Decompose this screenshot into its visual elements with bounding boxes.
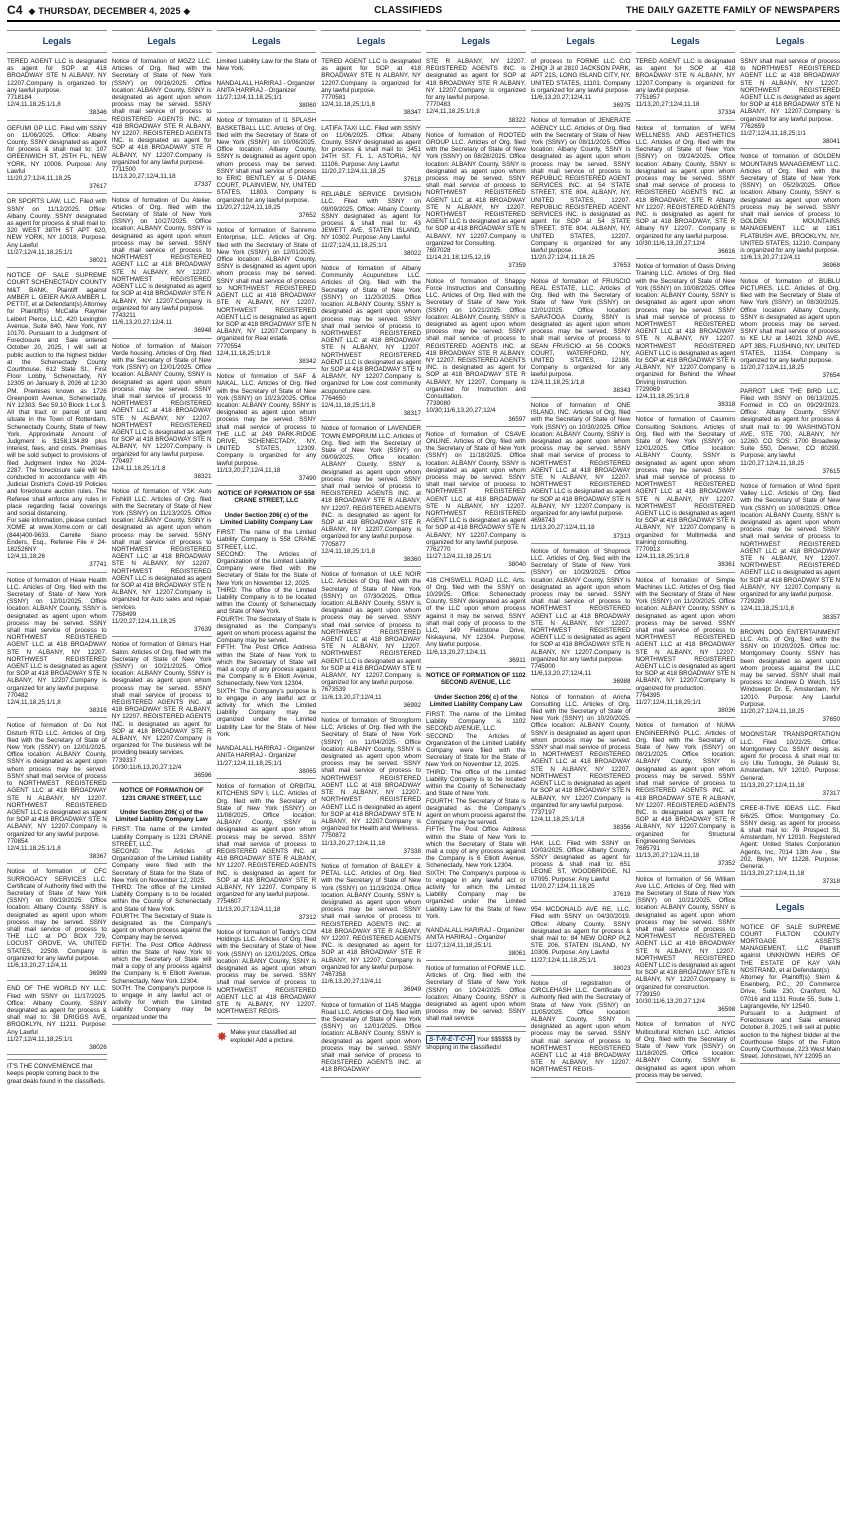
legal-notice	[321, 425, 421, 567]
legal-notice	[740, 153, 840, 273]
legal-notice	[531, 980, 631, 1078]
legal-notice	[740, 388, 840, 479]
notice-text: Notice of formation of Gilma's Hair Salon. Articles of Org. filed with the Secretary of State of New York (SSNY) on 10/21/2025. Office location: ALBANY County, SSNY is designated as agent upon whom process may be served. SSNY shall mail service of process to REGISTERED AGENTS INC. at 418 BROADWAY STE R ALBANY, NY 12207. REGISTERED AGENTS INC. is designated as agent for SOP at 418 BROADWAY STE R ALBANY, NY 12207.Company is organized for The business will be providing beauty services. 7739337 10/30;11/6,13,20,27;12/4	[111, 641, 212, 771]
legal-notice	[636, 876, 736, 1018]
notice-ad-number: 36616	[717, 248, 736, 256]
picture-promo-box	[217, 1029, 317, 1043]
notice-text: Notice of formation of ULE NOIR LLC. Articles of Org. filed with the Secretary of State of New York (SSNY) on 07/30/2025. Office location: ALBANY County, SSNY is designated as agent upon whom process may be served. SSNY shall mail service of process to NORTHWEST REGISTERED AGENT LLC at 418 BROADWAY STE N ALBANY, NY 12207. NORTHWEST REGISTERED AGENT LLC is designated as agent for SOP at 418 BROADWAY STE N ALBANY, NY 12207.Company is organized for any lawful purpose. 7673539 11/6,13,20,27;12/4,11	[321, 571, 421, 701]
notice-ad-number: 37359	[508, 262, 526, 270]
legal-notice	[740, 278, 840, 384]
notice-text: Notice of formation of ORBITAL KITCHENS SPV I, LLC. Articles of Org. filed with the Secretary of State of New York (SSNY) on 11/08/2025. Office location: ALBANY County, SSNY is designated as agent upon whom process may be served. SSNY shall mail service of process to REGISTERED AGENTS INC. at 418 BROADWAY STE R ALBANY, NY 12207. REGISTERED AGENTS INC. is designated as agent for SOP at 418 BROADWAY STE R ALBANY, NY 12207. Company is organized for any lawful purpose. 7754607 11/13,20,27;12/4,11,18	[216, 783, 317, 913]
section-title: CLASSIFIEDS	[374, 4, 443, 16]
legals-column	[636, 30, 736, 1514]
notice-title: NOTICE OF FORMATION OF 1231 CRANE STREET, LLC Under Section 206( c) of the Limited Liability Company Law	[115, 787, 208, 824]
notice-text: NOTICE OF SALE SUPREME COURT SCHENECTADY COUNTY M&T BANK, Plaintiff against AMBER L. GEIER A/K/A AMBER L. PETTIT, et al Defendant(s) Attorney for Plaintiff(s) McCalla Raymer Leibert Pierce, LLC, 420 Lexington Avenue, Suite 840, New York, NY 10170. Pursuant to a Judgment of Foreclosure and Sale entered October 20, 2025, I will sell at public auction to the highest bidder at the Schenectady County Courthouse, 612 State St., First Floor Lobby, Schenectady, NY 12305 on January 8, 2026 at 12:30 PM. Premises known as 1726 Greenpoint Avenue, Schenectady, NY 12303. Sec 59.10 Block 1 Lot 3. All that tract or parcel of land situate in the Town of Rotterdam, Schenectady County, State of New York. Approximate Amount of Judgment is $158,134.89 plus interest, fees, and costs. Premises will be sold subject to provisions of filed Judgment Index No 2024-2287. The foreclosure sale will be conducted in accordance with 4th Judicial District's Covid-19 Policies and foreclosure auction rules. The Referee shall enforce any rules in place regarding facial coverings and social distancing. For sale information, please contact XOME at www.Xome.com or call (844)400-9633. Camille Siano Enders, Esq., Referee File # 24-182526NY 12/4,11,18,26	[7, 272, 107, 561]
notice-text: 416 CHISWELL ROAD LLC. Arts. of Org. filed with the SSNY on 10/29/25. Office: Schenectady County. SSNY designated as agent of the LLC upon whom process against it may be served. SSNY shall mail copy of process to the LLC, 149 Fieldstone Drive, Niskayuna, NY 12304. Purpose: Any lawful purpose. 11/6,13,20,27;12/4,11	[426, 576, 526, 656]
notice-text: TERED AGENT LLC is designated as agent for SOP at 418 BROADWAY STE N ALBANY, NY 12207.Company is organized for any lawful purpose. 7718184 12/4,11,18,25;1/1,8	[7, 58, 107, 109]
notice-text: Notice of formation of ROOTED GROUP LLC. Articles of Org. filed with the Secretary of State of New York (SSNY) on 08/28/2025. Office location: ALBANY County, SSNY is designated as agent upon whom process may be served. SSNY shall mail service of process to NORTHWEST REGISTERED AGENT LLC at 418 BROADWAY STE N ALBANY, NY 12207. NORTHWEST REGISTERED AGENT LLC is designated as agent for SOP at 418 BROADWAY STE N ALBANY, NY 12207.Company is organized for Consulting. 7697028 11/14,21,18;12/5,12,19	[426, 131, 526, 262]
notice-ad-number: 38321	[193, 473, 212, 481]
notice-ad-number: 38023	[612, 964, 631, 972]
notice-text: Notice of formation of NYC Multicultural Kitchen LLC. Articles of Org. filed with the Secretary of State of New York (SSNY) on 11/18/2025. Office location: ALBANY County, SSNY is designated as agent upon whom process may be served.	[635, 1021, 737, 1079]
legal-notice	[636, 263, 736, 412]
legal-notice	[636, 58, 736, 121]
legals-heading: Legals	[636, 30, 736, 53]
legal-notice	[112, 787, 212, 1025]
legal-notice	[217, 929, 317, 1019]
notice-ad-number: 36992	[403, 701, 421, 709]
convenience-promo: IT'S THE CONVENIENCE that keeps people coming back to the great deals found in the classifieds.	[7, 1059, 107, 1085]
notice-ad-number: 36911	[508, 656, 526, 664]
legal-notice	[426, 672, 526, 961]
legal-notice	[112, 58, 212, 193]
notice-ad-number: 37490	[298, 474, 317, 482]
notice-text: Notice of formation of 56 William Ave LLC. Articles of Org. filed with the Secretary of State of New York (SSNY) on 10/21/2025. Office location: ALBANY County, SSNY is designated as agent upon whom process may be served. SSNY shall mail service of process to NORTHWEST REGISTERED AGENT LLC at 418 BROADWAY STE N ALBANY, NY 12207. NORTHWEST REGISTERED AGENT LLC is designated as agent for SOP at 418 BROADWAY STE N ALBANY, NY 12207.Company is organized for construction. 7739150 10/30;11/6,13,20,27;12/4	[635, 875, 736, 1005]
legal-notice	[426, 278, 526, 427]
legal-notice	[112, 641, 212, 783]
notice-text: Notice of formation of Oasis Driving Training LLC. Articles of Org. filed with the Secretary of State of New York (SSNY) on 10/08/2025. Office location: ALBANY County, SSNY is designated as agent upon whom process may be served. SSNY shall mail service of process to NORTHWEST REGISTERED AGENT LLC at 418 BROADWAY STE N ALBANY, NY 12207. NORTHWEST REGISTERED AGENT LLC is designated as agent for SOP at 418 BROADWAY STE N ALBANY, NY 12207.Company is organized for Behind the Wheel Driving Instruction. 7729069 12/4,11,18,25;1/1,8	[635, 263, 736, 400]
legals-column	[426, 30, 526, 1514]
legal-notice	[7, 722, 107, 864]
notice-ad-number: 38356	[612, 824, 631, 832]
notice-ad-number: 37313	[612, 532, 631, 540]
notice-ad-number: 38361	[717, 561, 736, 569]
notice-ad-number: 38041	[822, 138, 840, 146]
notice-text: Notice of formation of Wind Spirit Valley LLC. Articles of Org. filed with the Secretary of State of New York (SSNY) on 10/08/2025. Office location: ALBANY County, SSNY is designated as agent upon whom process may be served. SSNY shall mail service of process to NORTHWEST REGISTERED AGENT LLC at 418 BROADWAY STE N ALBANY, NY 12207. NORTHWEST REGISTERED AGENT LLC is designated as agent for SOP at 418 BROADWAY STE N ALBANY, NY 12207.Company is organized for any lawful purpose. 7729289 12/4,11,18,25;1/1,8	[740, 482, 840, 613]
legal-notice	[7, 868, 107, 981]
notice-ad-number: 36948	[193, 327, 212, 335]
notice-ad-number: 38022	[403, 249, 421, 257]
legals-column	[531, 30, 631, 1514]
stretch-promo	[426, 1031, 526, 1051]
notice-text: of process to FORME LLC C/O ZHIQI JI at 2810 JACKSON PARK, APT 21S, LONG ISLAND CITY, NY, UNITED STATES, 11101. Company is organized for any lawful purpose. 11/6,13,20,27;12/4,11	[530, 58, 631, 102]
notice-ad-number: 38061	[508, 949, 526, 957]
legal-notice	[426, 132, 526, 274]
legal-notice	[7, 125, 107, 195]
notice-text: DR SPORTS LAW, LLC. Filed with SSNY on 11/12/2025. Office: Albany County. SSNY designated as agent for process & shall mail to: 320 WEST 38TH ST APT 620, NEW YORK, NY 10018. Purpose: Any Lawful 11/27;12/4,11,18,25;1/1	[7, 198, 107, 256]
legal-notice	[7, 985, 107, 1055]
notice-ad-number: 37618	[403, 176, 421, 184]
legal-notice	[531, 840, 631, 903]
legal-notice	[321, 265, 421, 421]
notice-text: Limited Liability Law for the State of New York. NANDALALL HARIRAJ - Organizer ANITA HARIRAJ - Organizer 11/27;12/4,11,18,25;1/1	[216, 58, 317, 102]
notice-text: RELIABLE SERVICE DIVISION LLC. Filed with SSNY on 09/09/2025. Office: Albany County. SSNY designated as agent for process & shall mail to: 43 JEWETT AVE, STATEN ISLAND, NY 10302. Purpose: Any Lawful 11/27;12/4,11,18,25;1/1	[321, 191, 421, 249]
notice-text: FIRST: The name of the Limited Liability Company is 1231 CRANE STREET, LLC. SECOND: The Articles of Organization of the Limited Liability Company were filed with the Secretary of State for the State of New York on November 12, 2025. THIRD: The office of the Limited Liability Company is to be located within the County of Schenectady and State of New York. FOURTH: The Secretary of State is designated as the Company's agent on whom process against the Company may be served. FIFTH: The Post Office Address within the State of New York to which the Secretary of State will mail a copy of any process against the Company is 6 Elliott Avenue, Schenectady, New York 12304. SIXTH: The Company's purpose is to engage in any lawful act or activity for which the Limited Liability Company may be organized under the	[111, 826, 212, 1021]
legals-heading: Legals	[217, 30, 317, 53]
notice-text: Notice of formation of 1145 Maggie Road LLC. Articles of Org. filed with the Secretary of State of New York (SSNY) on 12/01/2025. Office location: ALBANY County, SSNY is designated as agent upon whom process may be served. SSNY shall mail service of process to REGISTERED AGENTS INC. at 418 BROADWAY	[321, 1001, 423, 1074]
notice-text: Notice of formation of WFM WELLNESS AND AESTHETICS LLC. Articles of Org. filed with the Secretary of State of New York (SSNY) on 09/24/2025. Office location: Albany County, SSNY is designated as agent upon whom process may be served. SSNY shall mail service of process to REGISTERED AGENTS INC. at 418 BROADWAY, STE R Albany NY 12207. REGISTERED AGENTS INC. is designated as agent for SOP at 418 BROADWAY, STE R Albany NY 12207. Company is organized for any lawful purpose. 10/30;11/6,13,20,27;12/4	[635, 124, 736, 247]
notice-ad-number: 36999	[89, 970, 107, 978]
legal-notice	[217, 58, 317, 113]
notice-text: Notice of formation of Albany Community Acupuncture LLC. Articles of Org. filed with the Secretary of State of New York (SSNY) on 11/20/2025. Office location: ALBANY County, SSNY is designated as agent upon whom process may be served. SSNY shall mail service of process to NORTHWEST REGISTERED AGENT LLC at 418 BROADWAY STE N ALBANY, NY 12207. NORTHWEST REGISTERED AGENT LLC is designated as agent for SOP at 418 BROADWAY STE N ALBANY, NY 12207.Company is organized for Low cost community acupuncture care. 7764650 12/4,11,18,25;1/1,8	[321, 265, 421, 409]
notice-text: Notice of formation of I1 SPLASH BASKETBALL LLC. Articles of Org. filed with the Secretary of State of New York (SSNY) on 10/06/2025. Office location: Albany County, SSNY is designated as agent upon whom process may be served. SSNY shall mail service of process to ERIC BENTLEY at 5 DIANE COURT, PLAINVIEW, NY, UNITED STATES, 11803. Company is organized for any lawful purpose. 11/20,27;12/4,11,18,25	[216, 117, 317, 211]
notice-ad-number: 38036	[717, 707, 736, 715]
notice-ad-number: 36949	[403, 986, 421, 994]
notice-ad-number: 37318	[822, 878, 840, 886]
notice-text: Notice of formation of CFC SURROGACY SERVICES LLC. Certificate of Authority filed with the Secretary of State of New York (SSNY) on 09/19/2025. Office location: Albany County. SSNY is designated as agent upon whom process may be served. SSNY shall mail service of process to THE LLC at PO BOX 729, LOCUST GROVE, VA, UNITED STATES, 22508. Company is organized for any lawful purpose. 11/6,13,20,27;12/4,11	[7, 868, 107, 969]
notice-ad-number: 38065	[298, 767, 317, 775]
legal-notice	[636, 125, 736, 260]
legals-columns	[7, 30, 840, 1514]
notice-ad-number: 37312	[298, 913, 317, 921]
notice-text: TERED AGENT LLC is designated as agent for SOP at 418 BROADWAY STE N ALBANY, NY 12207.Company is organized for any lawful purpose. 7770581 12/4,11,18,25;1/1,8	[321, 58, 421, 109]
notice-ad-number: 36975	[612, 102, 631, 110]
legal-notice	[7, 577, 107, 719]
legals-column	[7, 30, 107, 1514]
legal-notice	[740, 483, 840, 625]
notice-text: Notice of formation of JENERATE AGENCY LLC. Articles of Org. filed with the Secretary of State of New York (SSNY) on 08/11/2025. Office location: Albany County, SSNY is designated as agent upon whom process may be served. SSNY shall mail service of process to REPUBLIC REGISTERED AGENT SERVICES INC. at 54 STATE STREET, STE 804, ALBANY, NY, UNITED STATES, 12207. REPUBLIC REGISTERED AGENT SERVICES INC. is designated as agent for SOP at 54 STATE STREET, STE 804, ALBANY, NY, UNITED STATES, 12207. Company is organized for any lawful purpose. 11/20,27;12/4,11,18,25	[530, 117, 631, 262]
legal-notice	[217, 117, 317, 223]
notice-ad-number: 38040	[508, 561, 526, 569]
legals-heading: Legals	[740, 896, 840, 919]
notice-ad-number: 38346	[89, 109, 107, 117]
legal-notice	[426, 577, 526, 668]
notice-text: LATIFA TAXI LLC. Filed with SSNY on 11/06/2025. Office: Albany County. SSNY designated as agent for process & shall mail to: 3451 24TH ST, FL 1, ASTORIA, NY 11106. Purpose: Any Lawful 11/20,27;12/4,11,18,25	[321, 124, 421, 175]
stretch-logo: S-T-R-E-T-C-H	[426, 1035, 475, 1044]
notice-text: Notice of formation of BUBLU PICTURES, LLC. Articles of Org. filed with the Secretary of State of New York (SSNY) on 08/30/2025. Office location: Albany County, SSNY is designated as agent upon whom process may be served. SSNY shall mail service of process to KE LIU at 14021 32ND AVE, APT 3BS, FLUSHING, NY, UNITED STATES, 11354. Company is organized for any lawful purpose. 11/20,27;12/4,11,18,25	[740, 277, 840, 372]
notice-text: Notice of formation of CSAVE ONLINE. Articles of Org. filed with the Secretary of State of New York (SSNY) on 11/18/2025. Office location: ALBANY County, SSNY is designated as agent upon whom process may be served. SSNY shall mail service of process to NORTHWEST REGISTERED AGENT LLC at 418 BROADWAY STE N ALBANY, NY 12207. NORTHWEST REGISTERED AGENT LLC is designated as agent for SOP at 418 BROADWAY STE N ALBANY, NY 12207.Company is organized for any lawful purpose. 7762770 11/27;12/4,11,18,25;1/1	[426, 430, 526, 561]
notice-ad-number: 37334	[717, 109, 736, 117]
legal-notice	[531, 906, 631, 976]
notice-text: Notice of formation of Simple Machines LLC. Articles of Org. filed with the Secretary of State of New York (SSNY) on 11/20/2025. Office location: ALBANY County, SSNY is designated as agent upon whom process may be served. SSNY shall mail service of process to NORTHWEST REGISTERED AGENT LLC at 418 BROADWAY STE N ALBANY, NY 12207. NORTHWEST REGISTERED AGENT LLC is designated as agent for SOP at 418 BROADWAY STE N ALBANY, NY 12207.Company is organized for production. 7764395 11/27;12/4,11,18,25;1/1	[635, 576, 736, 707]
notice-ad-number: 38360	[403, 556, 421, 563]
notice-text: Notice of formation of Strongform LLC. Articles of Org. filed with the Secretary of State of New York (SSNY) on 11/04/2025. Office location: ALBANY County, SSNY is designated as agent upon whom process may be served. SSNY shall mail service of process to NORTHWEST REGISTERED AGENT LLC at 418 BROADWAY STE N ALBANY, NY 12207. NORTHWEST REGISTERED AGENT LLC is designated as agent for SOP at 418 BROADWAY STE N ALBANY, NY 12207.Company is organized for Health and Wellness. 7750872 11/13,20,27;12/4,11,18	[321, 717, 421, 847]
notice-text: Notice of formation of Shoprock LLC. Articles of Org. filed with the Secretary of State of New York (SSNY) on 10/29/2025. Office location: ALBANY County, SSNY is designated as agent upon whom process may be served. SSNY shall mail service of process to NORTHWEST REGISTERED AGENT LLC at 418 BROADWAY STE N ALBANY, NY 12207. NORTHWEST REGISTERED AGENT LLC is designated as agent for SOP at 418 BROADWAY STE N ALBANY, NY 12207.Company is organized for any lawful purpose. 7745000 11/6,13,20,27;12/4,11	[530, 547, 631, 678]
notice-ad-number: 38367	[89, 853, 107, 861]
notice-ad-number: 38357	[822, 613, 840, 621]
legal-notice	[531, 278, 631, 398]
legals-heading: Legals	[426, 30, 526, 53]
legals-column	[321, 30, 421, 1514]
stretch-promo-text: Your $$$$$$ by shopping in the classifieds!	[426, 1035, 521, 1051]
notice-ad-number: 38342	[298, 357, 317, 365]
legal-notice	[112, 197, 212, 339]
picture-promo	[217, 1023, 317, 1043]
legal-notice	[740, 924, 840, 1065]
notice-ad-number: 37652	[298, 212, 317, 220]
notice-ad-number: 38316	[89, 707, 107, 715]
legal-notice	[531, 58, 631, 113]
notice-text: MOONSTAR TRANSPORTATION LLC. Filed 10/22/25. Office: Montgomery Co. SSNY desig. as agent for process & shall mail to: c/o Uliu Turkoglu, 36 Pulaski St, Amsterdam, NY 12010. Purpose: General. 11/13,20,27;12/4,11,18	[740, 731, 840, 789]
notice-ad-number: 37654	[822, 372, 840, 380]
notice-text: Notice of formation of SAF & NAKAL, LLC. Articles of Org. filed with the Secretary of State of New York (SSNY) on 10/23/2025. Office location: ALBANY County, SSNY is designated as agent upon whom process may be served. SSNY shall mail service of process to THE LLC at 249 PARK-RIDGE DRIVE, SCHENECTADY, NY, UNITED STATES, 12309. Company is organized for any lawful purpose. 11/13,20,27;12/4,11,18	[216, 373, 317, 474]
notice-text: STE R ALBANY, NY 12207. REGISTERED AGENTS INC. is designated as agent for SOP at 418 BROADWAY STE R ALBANY, NY 12207.Company is organized for any lawful purpose. 7770483 12/4,11,18,25;1/1,8	[426, 58, 526, 116]
notice-text: Notice of formation of YSK Auto Fishkill LLC. Articles of Org. filed with the Secretary of State of New York (SSNY) on 11/13/2025. Office location: ALBANY County, SSNY is designated as agent upon whom process may be served. SSNY shall mail service of process to NORTHWEST REGISTERED AGENT LLC at 418 BROADWAY STE N ALBANY, NY 12207. NORTHWEST REGISTERED AGENT LLC is designated as agent for SOP at 418 BROADWAY STE N ALBANY, NY 12207.Company is organized for Auto sales and repair services. 7758499 11/20,27;12/4,11,18,25	[111, 488, 212, 626]
picture-promo-text: Make your classified ad explode! Add a picture.	[230, 1029, 297, 1044]
legal-notice	[740, 805, 840, 889]
notice-text: Notice of formation of LAVENDER TOWN EMPORIUM LLC. Articles of Org. filed with the Secretary of State of New York (SSNY) on 09/09/2025. Office location: ALBANY County, SSNY is designated as agent upon whom process may be served. SSNY shall mail service of process to REGISTERED AGENTS INC. at 418 BROADWAY STE R ALBANY, NY 12207. REGISTERED AGENTS INC. is designated as agent for SOP at 418 BROADWAY STE R ALBANY, NY 12207.Company is organized for any lawful purpose. 7705877 12/4,11,18,25;1/1,8	[321, 425, 421, 555]
notice-ad-number: 37352	[717, 860, 736, 868]
notice-text: Notice of formation of BAILEY & PETAL LLC. Articles of Org. filed with the Secretary of State of New York (SSNY) on 11/19/2024. Office location: ALBANY County, SSNY is designated as agent upon whom process may be served. SSNY shall mail service of process to REGISTERED AGENTS INC. at 418 BROADWAY STE R ALBANY, NY 12207. REGISTERED AGENTS INC. is designated as agent for SOP at 418 BROADWAY STE R ALBANY, NY 12207. Company is organized for any lawful purpose. 7467358 11/6,13,20,27;12/4,11	[321, 862, 421, 986]
notice-text: Notice of formation of Do Not Disturb RTD LLC. Articles of Org. filed with the Secretary of State of New York (SSNY) on 12/01/2025. Office location: ALBANY County, SSNY is designated as agent upon whom process may be served. SSNY shall mail service of process to NORTHWEST REGISTERED AGENT LLC at 418 BROADWAY STE N ALBANY, NY 12207. NORTHWEST REGISTERED AGENT LLC is designated as agent for SOP at 418 BROADWAY STE N ALBANY, NY 12207.Company is organized for any lawful purpose. 770854 12/4,11,18,25;1/1,8	[7, 722, 107, 852]
legals-heading: Legals	[112, 30, 212, 53]
legal-notice	[7, 58, 107, 121]
legal-notice	[321, 1002, 421, 1078]
notice-ad-number: 38318	[717, 401, 736, 409]
legal-notice	[7, 198, 107, 268]
notice-text: SSNY shall mail service of process to NORTHWEST REGISTERED AGENT LLC at 418 BROADWAY STE N ALBANY, NY 12207. NORTHWEST REGISTERED AGENT LLC is designated as agent for SOP at 418 BROADWAY STE N ALBANY, NY 12207.Company is organized for any lawful purpose. 7762659 11/27;12/4,11,18,25;1/1	[740, 58, 840, 138]
legals-heading: Legals	[321, 30, 421, 53]
legal-notice	[217, 490, 317, 779]
legal-notice	[217, 227, 317, 369]
notice-ad-number: 38060	[298, 102, 317, 110]
notice-text: 954 MCDONALD AVE RE, LLC. Filed with SSNY on 04/30/2019. Office: Albany County. SSNY designated as agent for process & shall mail to: 84 NEW DORP PLZ STE 206, STATEN ISLAND, NY 10306. Purpose: Any Lawful 11/27;12/4,11,18,25;1/1	[530, 906, 631, 964]
notice-text: Notice of formation of GOLDEN MOUNTAINS MANAGEMENT LLC. Articles of Org. filed with the Secretary of State of New York (SSNY) on 05/29/2025. Office location: Albany County, SSNY is designated as agent upon whom process may be served. SSNY shall mail service of process to GOLDEN MOUNTAINS MANAGEMENT LLC at 1351 FLATBUSH AVE, BROOKLYN, NY, UNITED STATES, 11210. Company is organized for any lawful purpose. 11/6,13,20,27;12/4,11	[740, 153, 840, 262]
legals-column	[217, 30, 317, 1514]
notice-text: FIRST: The name of the Limited Liability Company is 1102 SECOND AVENUE, LLC. SECOND: The Articles of Organization of the Limited Liability Company were filed with the Secretary of State for the State of New York on November 12, 2025. THIRD: The office of the Limited Liability Company is to be located within the County of Schenectady and State of New York. FOURTH: The Secretary of State is designated as the Company's agent on whom process against the Company may be served. FIFTH: The Post Office Address within the State of New York to which the Secretary of State will mail a copy of any process against the Company is 6 Elliott Avenue, Schenectady, New York 12304. SIXTH: The Company's purpose is to engage in any lawful act or activity for which the Limited Liability Company may be organized under the Limited Liability Law for the State of New York. NANDALALL HARIRAJ - Organizer ANITA HARIRAJ - Organizer 11/27;12/4,11,18,25;1/1	[426, 711, 526, 949]
notice-text: Notice of formation of Heale Health LLC. Articles of Org. filed with the Secretary of State of New York (SSNY) on 12/01/2025. Office location: ALBANY County, SSNY is designated as agent upon whom process may be served. SSNY shall mail service of process to NORTHWEST REGISTERED AGENT LLC at 418 BROADWAY STE N ALBANY, NY 12207. NORTHWEST REGISTERED AGENT LLC is designated as agent for SOP at 418 BROADWAY STE N ALBANY, NY 12207.Company is organized for any lawful purpose. 770482 12/4,11,18,25;1/1,8	[7, 576, 107, 707]
notice-text: Notice of formation of Aricha Consulting LLC. Articles of Org. filed with the Secretary of State of New York (SSNY) on 10/20/2025. Office location: ALBANY County, SSNY is designated as agent upon whom process may be served. SSNY shall mail service of process to NORTHWEST REGISTERED AGENT LLC at 418 BROADWAY STE N ALBANY, NY 12207. NORTHWEST REGISTERED AGENT LLC is designated as agent for SOP at 418 BROADWAY STE N ALBANY, NY 12207.Company is organized for any lawful purpose. 7737197 12/4,11,18,25;1/1,8	[530, 693, 631, 824]
notice-ad-number: 36597	[508, 415, 526, 423]
legal-notice	[321, 571, 421, 713]
notice-text: END OF THE WORLD NY LLC. Filed with SSNY on 11/17/2025. Office: Albany County. SSNY designated as agent for process & shall mail to: 38 DRIGGS AVE, BROOKLYN, NY 11211. Purpose: Any Lawful 11/27;12/4,11,18,25;1/1	[7, 985, 107, 1043]
notice-text: Notice of formation of Du Atelier. Articles of Org. filed with the Secretary of State of New York (SSNY) on 10/27/2025. Office location: ALBANY County, SSNY is designated as agent upon whom process may be served. SSNY shall mail service of process to NORTHWEST REGISTERED AGENT LLC at 418 BROADWAY STE N ALBANY, NY 12207. NORTHWEST REGISTERED AGENT LLC is designated as agent for SOP at 418 BROADWAY STE N ALBANY, NY 12207.Company is organized for any lawful purpose. 7743211 11/6,13,20,27;12/4,11	[111, 196, 212, 327]
notice-text: CREE-8-TIVE IDEAS LLC. Filed 6/6/25. Office: Montgomery Co. SSNY desig. as agent for process & shall mail to: 78 Prospect St, Amsterdam, NY 12010. Registered Agent: United States Corporation Agents, Inc, 7014 13th Ave , Ste 202, Bklyn, NY 11228. Purpose: General. 11/13,20,27;12/4,11,18	[740, 805, 840, 878]
notice-ad-number: 37615	[822, 467, 840, 475]
legal-notice	[321, 191, 421, 261]
notice-text: PARROT LIKE THE BIRD LLC. Filed with SSNY on 06/13/2025. Formed in CO on 09/29/2023. Office: Albany County. SSNY designated as agent for process & shall mail to: 99 WASHINGTON AVE, STE 700, ALBANY, NY 12260. CO SOS: 1700 Broadway Suite 550, Denver, CO 80290. Purpose: any lawful 11/20,27;12/4,11,18,25	[740, 387, 840, 467]
notice-ad-number: 37337	[193, 181, 212, 189]
notice-ad-number: 37639	[193, 626, 212, 634]
legal-notice	[7, 272, 107, 572]
legal-notice	[740, 731, 840, 801]
explosion-icon: ✸	[216, 1028, 228, 1044]
legal-notice	[321, 58, 421, 121]
notice-title: NOTICE OF FORMATION OF 558 CRANE STREET, LLC Under Section 206( c) of the Limited Liability Company Law	[218, 490, 315, 526]
legals-column	[740, 30, 840, 1514]
notice-ad-number: 37619	[612, 890, 631, 898]
notice-text: Notice of formation of NUMA ENGINEERING PLLC. Articles of Org. filed with the Secretary of State of New York (SSNY) on 08/21/2025. Office location: ALBANY County, SSNY is designated as agent upon whom process may be served. SSNY shall mail service of process to REGISTERED AGENTS INC. at 418 BROADWAY STE R ALBANY, NY 12207. REGISTERED AGENTS INC. is designated as agent for SOP at 418 BROADWAY STE R ALBANY, NY 12207.Company is organized for Structural Engineering Services. 7685791 11/13,20,27;12/4,11,18	[635, 722, 736, 860]
notice-ad-number: 38322	[508, 116, 526, 124]
publisher-name: THE DAILY GAZETTE FAMILY OF NEWSPAPERS	[626, 5, 840, 15]
legal-notice	[636, 416, 736, 572]
notice-ad-number: 37653	[612, 262, 631, 270]
notice-text: GEFUMI GP LLC. Filed with SSNY on 11/06/2025. Office: Albany County. SSNY designated as agent for process & shall mail to: 107 GREENWICH ST, 25TH FL, NEW YORK, NY 10006. Purpose: Any Lawful 11/20,27;12/4,11,18,25	[7, 124, 107, 183]
legal-notice	[636, 1021, 736, 1083]
notice-ad-number: 36968	[822, 262, 840, 270]
notice-ad-number: 38021	[89, 257, 107, 265]
notice-text: Notice of formation of Sanremo Enterprise, LLC. Articles of Org. filed with the Secretary of State of New York (SSNY) on 12/01/2025. Office location: ALBANY County, SSNY is designated as agent upon whom process may be served. SSNY shall mail service of process to NORTHWEST REGISTERED AGENT LLC at 418 BROADWAY STE N ALBANY, NY 12207. NORTHWEST REGISTERED AGENT LLC is designated as agent for SOP at 418 BROADWAY STE N ALBANY, NY 12207.Company is organized for Real estate. 7770554 12/4,11,18,25;1/1,8	[216, 227, 317, 357]
page-date: C4 ◆ THURSDAY, DECEMBER 4, 2025 ◆	[7, 3, 191, 17]
notice-ad-number: 37317	[822, 790, 840, 798]
legal-notice	[426, 431, 526, 573]
notice-text: Notice of formation of MGZ2 LLC. Articles of Org. filed with the Secretary of State of New York (SSNY) on 09/16/2025. Office location: ALBANY County, SSNY is designated as agent upon whom process may be served. SSNY shall mail service of process to REGISTERED AGENTS INC. at 418 BROADWAY STE R ALBANY, NY 12207. REGISTERED AGENTS INC. is designated as agent for SOP at 418 BROADWAY STE R ALBANY, NY 12207.Company is organized for any lawful purpose. 7711500 11/13,20,27;12/4,11,18	[111, 58, 212, 181]
notice-text: Notice of formation of FORME LLC. Articles of Org. filed with the Secretary of State of New York (SSNY) on 10/24/2025. Office location: Albany County, SSNY is designated as agent upon whom process may be served. SSNY shall mail service	[426, 964, 528, 1023]
legals-heading: Legals	[7, 30, 107, 53]
legal-notice	[740, 629, 840, 728]
legal-notice	[217, 783, 317, 925]
notice-text: Notice of formation of FRUSCIO REAL ESTATE, LLC. Articles of Org. filed with the Secretary of State of New York (SSNY) on 12/01/2025. Office location: SARATOGA County, SSNY is designated as agent upon whom process may be served. SSNY shall mail service of process to SEAN FRUSCIO at 56 COOKS COURT, WATERFORD, NY, UNITED STATES, 12188. Company is organized for any lawful purpose. 12/4,11,18,25;1/1,8	[530, 277, 631, 386]
legals-column	[112, 30, 212, 1514]
notice-ad-number: 38026	[89, 1044, 107, 1051]
notice-ad-number: 36596	[193, 772, 212, 780]
notice-ad-number: 37741	[89, 561, 107, 569]
notice-text: BROWN DOG ENTERTAINMENT LLC. Arts. of Org. filed with the SSNY on 10/20/2025. Office loc: Montgomery County. SSNY has been designated as agent upon whom process against the LLC may be served. SSNY shall mail process to: Andrew D Welch, 115 Windswept Dr. E, Amsterdam, NY 12010. Purpose: Any Lawful Purpose. 11/20,27;12/4,11,18,25	[740, 628, 840, 716]
legal-notice	[531, 402, 631, 544]
legal-notice	[636, 577, 736, 719]
legal-notice	[321, 863, 421, 998]
notice-ad-number: 36988	[612, 678, 631, 686]
legal-notice	[531, 694, 631, 836]
legal-notice	[531, 117, 631, 273]
legal-notice	[740, 58, 840, 149]
legal-notice	[531, 548, 631, 690]
notice-ad-number: 38347	[403, 109, 421, 117]
notice-ad-number: 37650	[822, 716, 840, 724]
notice-ad-number: 38317	[403, 410, 421, 418]
notice-text: Notice of formation of Shappy Force Instruction and Consulting LLC. Articles of Org. filed with the Secretary of State of New York (SSNY) on 10/21/2025. Office location: ALBANY County, SSNY is designated as agent upon whom process may be served. SSNY shall mail service of process to REGISTERED AGENTS INC. at 418 BROADWAY STE R ALBANY, NY 12207. REGISTERED AGENTS INC. is designated as agent for SOP at 418 BROADWAY STE R ALBANY, NY 12207. Company is organized for Instruction and Consultation. 7739080 10/30;11/6,13,20,27;12/4	[426, 277, 526, 415]
notice-text: Notice of formation of Teddy's CCM Holdings LLC. Articles of Org. filed with the Secretary of State of New York (SSNY) on 12/01/2025. Office location: ALBANY County, SSNY is designated as agent upon whom process may be served. SSNY shall mail service of process to NORTHWEST REGISTERED AGENT LLC at 418 BROADWAY STE N ALBANY, NY 12207. NORTHWEST REGIS-	[216, 928, 318, 1016]
notice-ad-number: 37617	[89, 183, 107, 191]
legals-heading: Legals	[531, 30, 631, 53]
notice-text: Notice of registration of CIRCLEHASH LLC. Certificate of Authority filed with the Secretary of State of New York (SSNY) on 11/05/2025. Office location: ALBANY County, SSNY is designated as agent upon whom process may be served. SSNY shall mail service of process to NORTHWEST REGISTERED AGENT LLC at 418 BROADWAY STE N ALBANY, NY 12207. NORTHWEST REGIS-	[530, 979, 633, 1074]
legal-notice	[636, 722, 736, 871]
legal-notice	[112, 488, 212, 637]
legal-notice	[321, 717, 421, 859]
legal-notice	[426, 965, 526, 1027]
notice-text: Notice of formation of Casimiro Consulting Solutions. Articles of Org. filed with the Secretary of State of New York (SSNY) on 12/01/2025. Office location: ALBANY County, SSNY is designated as agent upon whom process may be served. SSNY shall mail service of process to NORTHWEST REGISTERED AGENT LLC at 418 BROADWAY STE N ALBANY, NY 12207. NORTHWEST REGISTERED AGENT LLC is designated as agent for SOP at 418 BROADWAY STE N ALBANY, NY 12207.Company is organized for Multimedia and training consulting. 7770913 12/4,11,18,25;1/1,8	[635, 416, 736, 561]
notice-ad-number: 38343	[612, 386, 631, 394]
issue-date: THURSDAY, DECEMBER 4, 2025	[38, 6, 181, 16]
masthead	[7, 0, 840, 22]
legal-notice	[112, 343, 212, 485]
notice-ad-number: 36598	[717, 1006, 736, 1014]
notice-text: Notice of formation of ONE ISLAND, INC. Articles of Org. filed with the Secretary of State of New York (SSNY) on 10/30/2025. Office location: ALBANY County, SSNY is designated as agent upon whom process may be served. SSNY shall mail service of process to NORTHWEST REGISTERED AGENT LLC at 418 BROADWAY STE N ALBANY, NY 12207. NORTHWEST REGISTERED AGENT LLC is designated as agent for SOP at 418 BROADWAY STE N ALBANY, NY 12207.Company is organized for any lawful purpose. 4698743 11/13,20,27;12/4,11,18	[530, 401, 631, 532]
notice-title: NOTICE OF FORMATION OF 1102 SECOND AVENUE, LLC Under Section 206( c) of the Limited Liability Company Law	[426, 672, 526, 708]
legals-heading: Legals	[740, 30, 840, 53]
notice-text: TERED AGENT LLC is designated as agent for SOP at 418 BROADWAY STE N ALBANY, NY 12207.Company is organized for any lawful purpose. 7751857 11/13,20,27;12/4,11,18	[635, 58, 736, 109]
notice-text: HAK LLC. Filed with SSNY on 10/03/2025. Office: Albany County. SSNY designated as agent for process & shall mail to: 651 LEONE ST, WOODBRIDGE, NJ 07095. Purpose: Any Lawful 11/20,27;12/4,11,18,25	[530, 839, 631, 890]
notice-text: NOTICE OF SALE SUPREME COURT FULTON COUNTY MORTGAGE ASSETS MANAGEMENT, LLC Plaintiff against UNKNOWN HEIRS OF THE ESTATE OF KAY VAN NOSTRAND, et al Defendant(s) Attorney for Plaintiff(s) Stern & Eisenberg, P.C., 20 Commerce Drive, Suite 230, Cranford, NJ 07016 and 1131 Route 55, Suite 1, Lagrangeville, NY 12540. Pursuant to a Judgment of Foreclosure and Sale entered October 8, 2025, I will sell at public auction to the highest bidder at the Courthouse Steps of the Fulton County Courthouse, 223 West Main Street, Johnstown, NY 12095 on	[740, 923, 840, 1061]
notice-ad-number: 37338	[403, 847, 421, 855]
legal-notice	[426, 58, 526, 128]
notice-text: FIRST: The name of the Limited Liability Company is 558 CRANE STREET, LLC. SECOND: The Articles of Organization of the Limited Liability Company were filed with the Secretary of State for the State of New York on November 12, 2025. THIRD: The office of the Limited Liability Company is to be located within the County of Schenectady and State of New York. FOURTH: The Secretary of State is designated as the Company's agent on whom process against the Company may be served. FIFTH: The Post Office Address within the State of New York to which the Secretary of State will mail a copy of any process against the Company is 6 Elliott Avenue, Schenectady, New York 12304. SIXTH: The Company's purpose is to engage in any lawful act or activity for which the Limited Liability Company may be organized under the Limited Liability Law for the State of New York. NANDALALL HARIRAJ - Organizer ANITA HARIRAJ - Organizer 11/27;12/4,11,18,25;1/1	[216, 529, 317, 767]
legal-notice	[217, 373, 317, 486]
notice-text: Notice of formation of Maison Verde housing. Articles of Org. filed with the Secretary of State of New York (SSNY) on 12/01/2025. Office location: ALBANY County, SSNY is designated as agent upon whom process may be served. SSNY shall mail service of process to NORTHWEST REGISTERED AGENT LLC at 418 BROADWAY STE N ALBANY, NY 12207. NORTHWEST REGISTERED AGENT LLC is designated as agent for SOP at 418 BROADWAY STE N ALBANY, NY 12207.Company is organized for any lawful purpose. 770497 12/4,11,18,25;1/1,8	[111, 342, 212, 472]
legal-notice	[321, 125, 421, 188]
page-number: C4	[7, 3, 23, 17]
